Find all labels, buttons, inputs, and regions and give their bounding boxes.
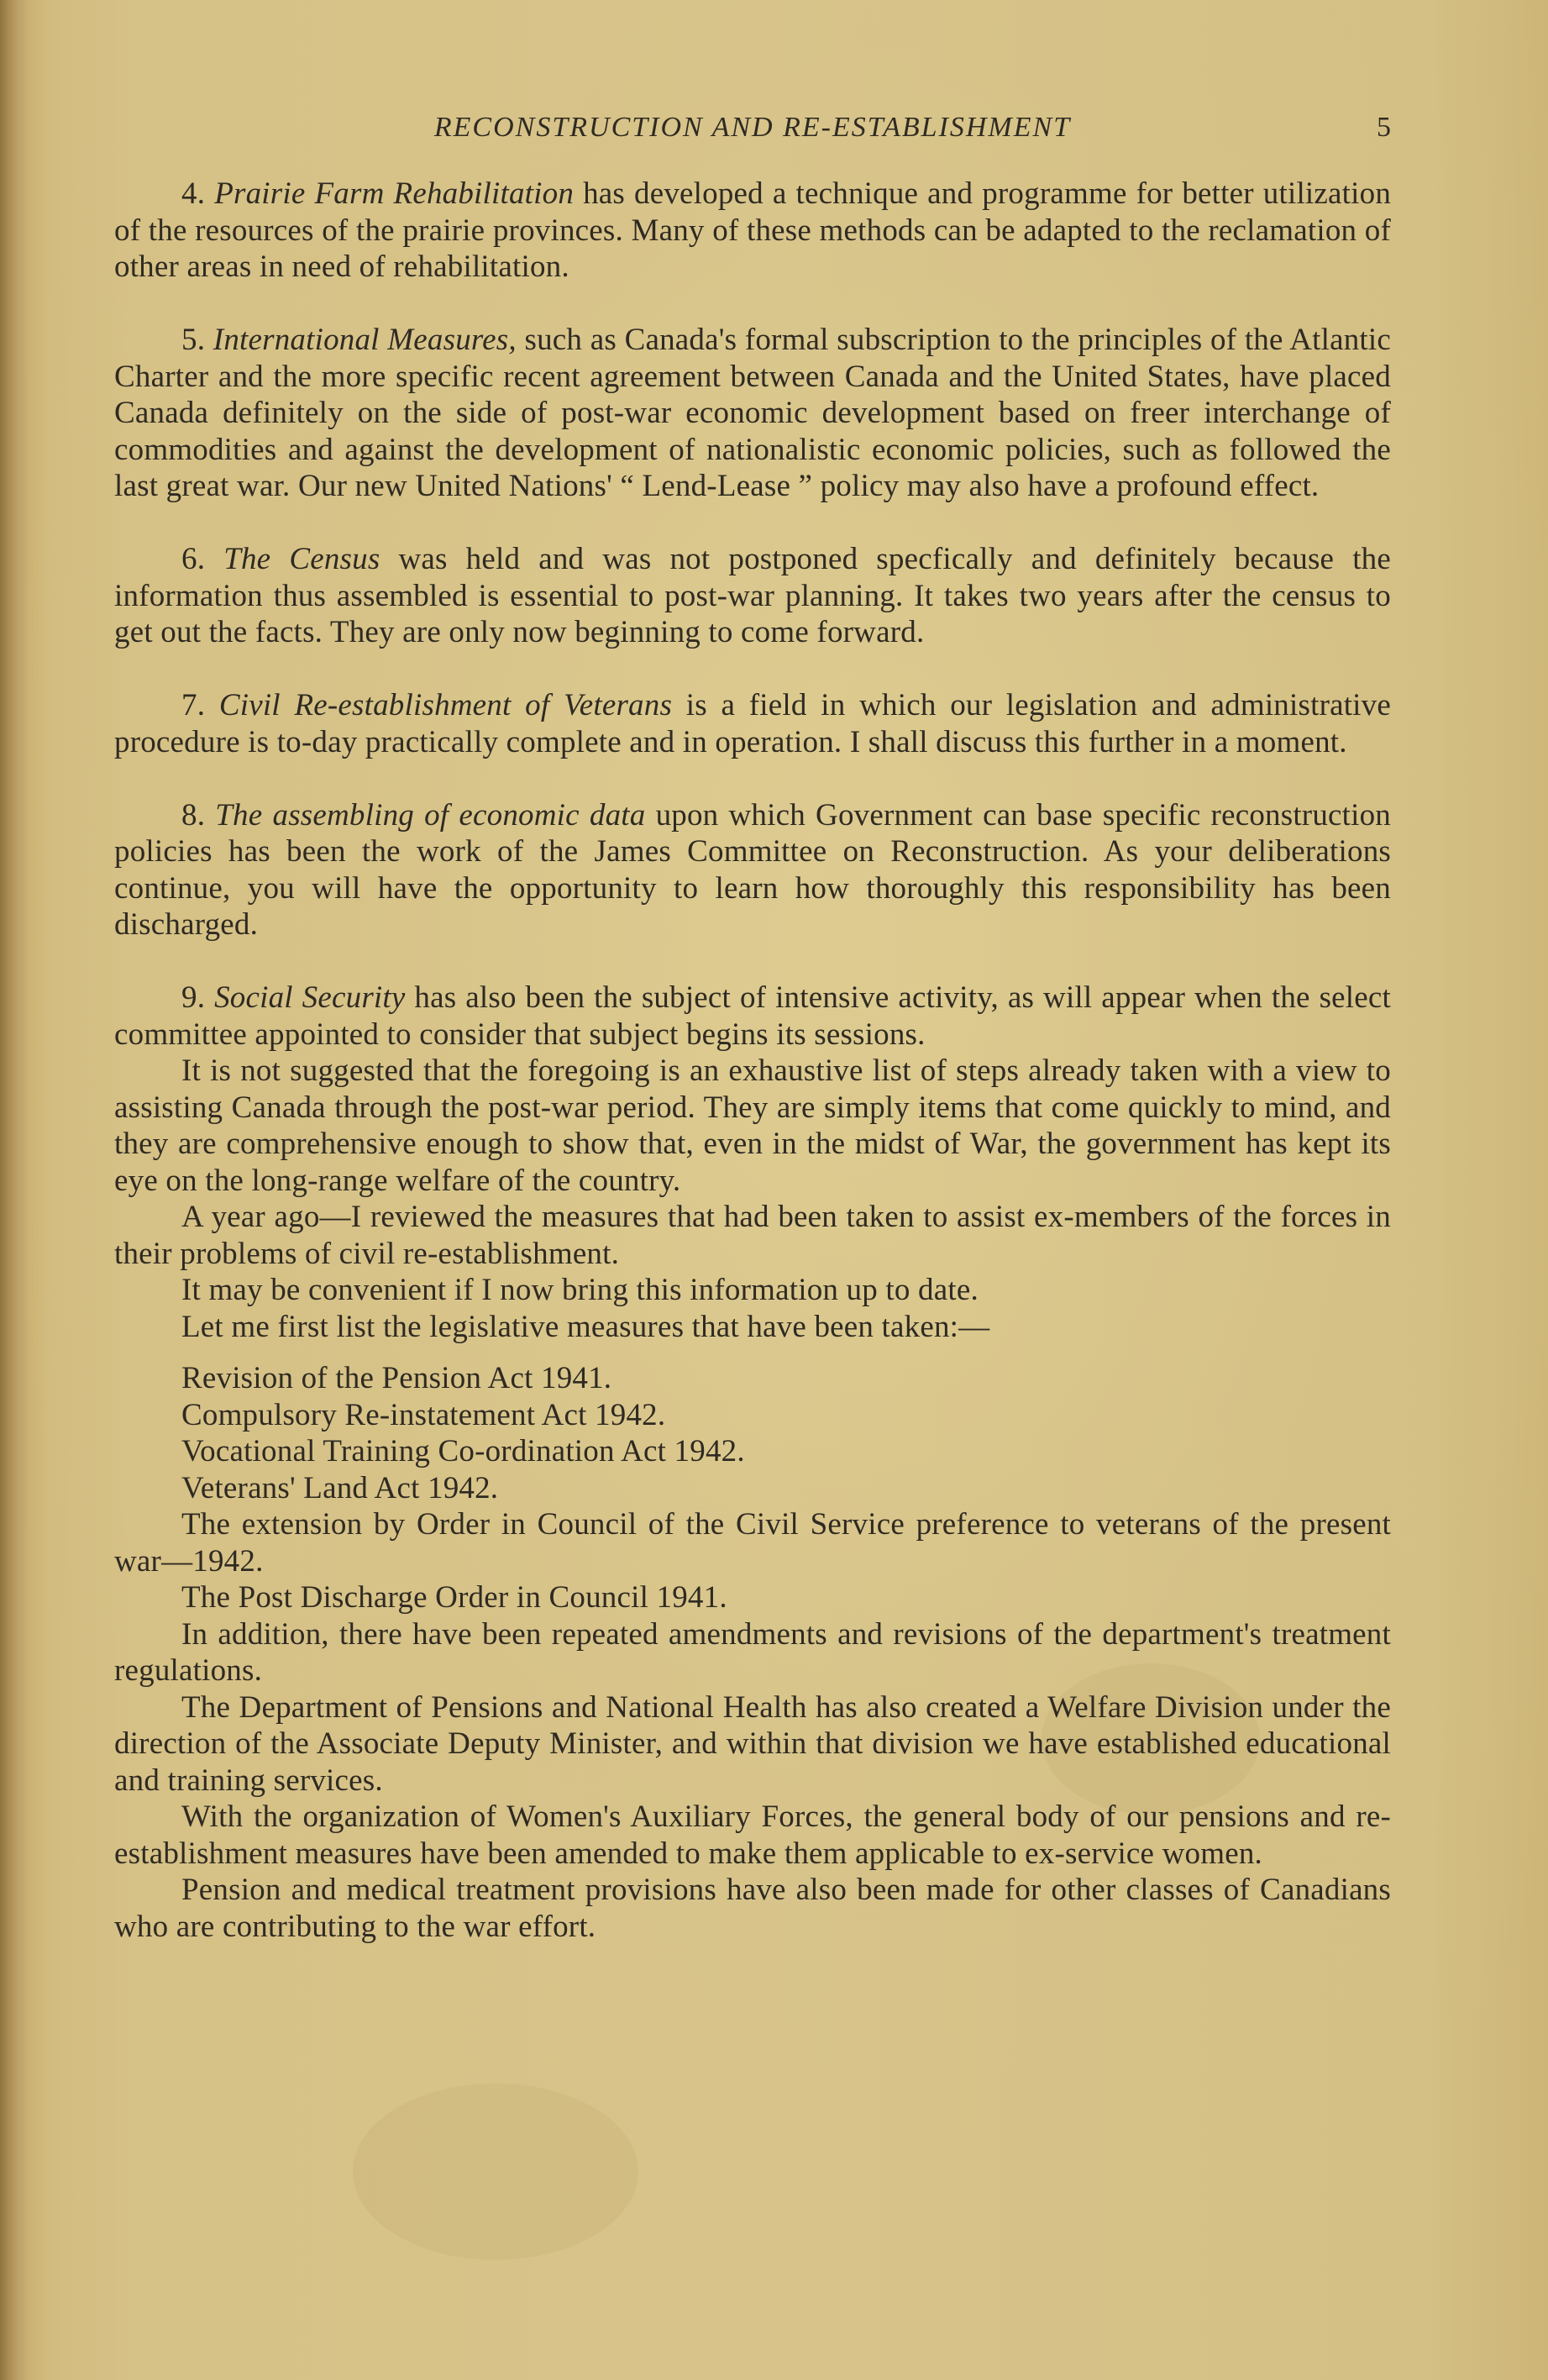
numbered-item <box>114 687 1391 760</box>
item-number: 5. <box>181 323 206 357</box>
paragraph: It is not suggested that the foregoing is an exhaustive list of steps already taken with a view to assisting Canada through the post-war period. They are simply items that come quickly to mind, and they are comprehensive enough to show that, even in the midst of War, the government has kept its eye on the long-range welfare of the country. <box>114 1053 1391 1198</box>
paragraph: In addition, there have been repeated amendments and revisions of the department's treatment regulations. <box>114 1616 1391 1688</box>
item-title: The Census <box>223 542 380 576</box>
item-text: upon which Government can base specific reconstruction policies has been the work of the James Committee on Reconstruction. As your deliberations continue, you will have the opportunity to learn how thoroughly this responsibility has been discharged. <box>114 797 1392 942</box>
item-text: has developed a technique and programme for better utilization of the resources of the prairie provinces. Many of these methods can be adapted to the reclamation of other areas in need of rehabilitation. <box>114 176 1392 284</box>
item-title: International Measures, <box>213 323 517 357</box>
item-number: 8. <box>181 797 206 833</box>
body-text <box>114 176 1391 1945</box>
item-text: such as Canada's formal subscription to the principles of the Atlantic Charter and the more specific recent agreement between Canada and the United States, have placed Canada definitely on the side of post-war economic development based on freer interchange of commodities and against the development of nationalistic economic policies, such as followed the last great war. Our new United Nations' “ Lend-Lease ” policy may also have a profound effect. <box>114 323 1392 503</box>
list-item: Revision of the Pension Act 1941. <box>181 1361 612 1395</box>
numbered-item <box>114 322 1391 505</box>
paragraph: Pension and medical treatment provisions have also been made for other classes of Canadians who are contributing to the war effort. <box>114 1873 1391 1944</box>
item-title: Prairie Farm Rehabilitation <box>214 176 575 211</box>
page-binding-edge <box>0 0 29 2380</box>
paper-stain <box>353 2083 638 2260</box>
legislative-measures-list <box>114 1360 1391 1616</box>
list-item: The extension by Order in Council of the Civil Service preference to veterans of the present war—1942. <box>114 1507 1391 1579</box>
page-number: 5 <box>1377 112 1391 143</box>
item-title: Civil Re-establishment of Veterans <box>218 688 673 722</box>
numbered-item <box>114 980 1391 1053</box>
paragraph: With the organization of Women's Auxiliary Forces, the general body of our pensions and re-establishment measures have been amended to make them applicable to ex-service women. <box>114 1799 1391 1871</box>
list-item: The Post Discharge Order in Council 1941. <box>181 1580 727 1615</box>
item-title: The assembling of economic data <box>215 797 646 833</box>
item-number: 9. <box>181 980 206 1015</box>
item-text: is a field in which our legislation and administrative procedure is to-day practically complete and in operation. I shall discuss this further in a moment. <box>114 688 1391 759</box>
paragraph: A year ago—I reviewed the measures that had been taken to assist ex-members of the forces in their problems of civil re-establishment. <box>114 1200 1391 1271</box>
paragraph: It may be convenient if I now bring this information up to date. <box>181 1273 979 1307</box>
list-item: Compulsory Re-instatement Act 1942. <box>181 1397 666 1432</box>
item-number: 6. <box>181 542 206 576</box>
paragraph: Let me first list the legislative measures that have been taken:— <box>181 1309 990 1344</box>
item-text: was held and was not postponed specfically and definitely because the information thus assembled is essential to post-war planning. It takes two years after the census to get out the facts. They are only now beginning to come forward. <box>114 542 1392 649</box>
numbered-item <box>114 541 1391 651</box>
paragraph: The Department of Pensions and National Health has also created a Welfare Division under the direction of the Associate Deputy Minister, and within that division we have established educational and training services. <box>114 1689 1391 1798</box>
item-number: 7. <box>181 688 206 722</box>
page-header <box>114 107 1391 149</box>
numbered-item <box>114 176 1391 286</box>
list-item: Vocational Training Co-ordination Act 1942. <box>181 1434 745 1468</box>
item-title: Social Security <box>214 980 406 1015</box>
list-item: Veterans' Land Act 1942. <box>181 1470 499 1505</box>
running-title: RECONSTRUCTION AND RE-ESTABLISHMENT <box>433 112 1072 143</box>
item-text: has also been the subject of intensive activity, as will appear when the select committee appointed to consider that subject begins its sessions. <box>114 980 1391 1052</box>
item-number: 4. <box>181 176 206 211</box>
numbered-item <box>114 797 1391 943</box>
